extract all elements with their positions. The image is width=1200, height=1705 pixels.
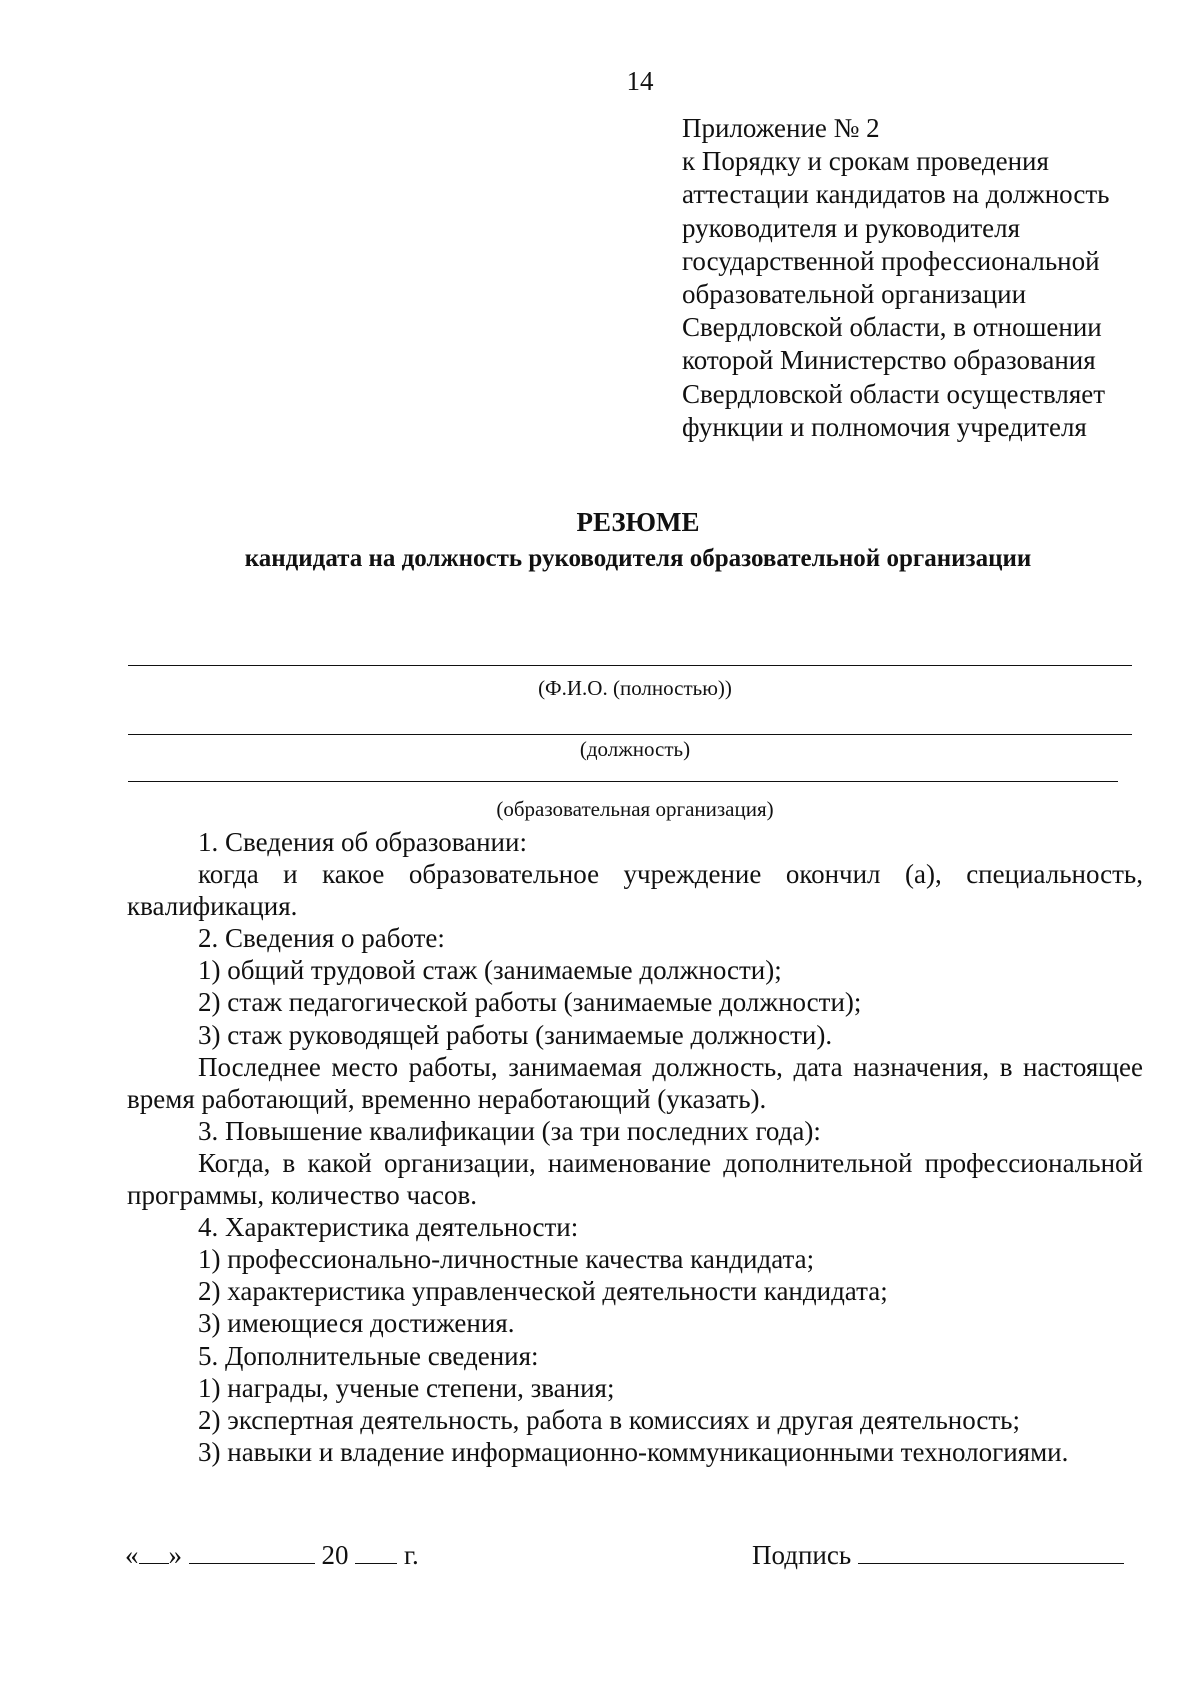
day-blank[interactable] xyxy=(139,1541,169,1564)
section-3-heading: 3. Повышение квалификации (за три последних года): xyxy=(198,1115,821,1146)
year-prefix: 20 xyxy=(321,1540,349,1570)
section-4-item: 2) характеристика управленческой деятельности кандидата; xyxy=(198,1276,888,1307)
year-suffix: г. xyxy=(404,1540,419,1570)
section-1-heading: 1. Сведения об образовании: xyxy=(198,827,527,857)
appendix-line: к Порядку и срокам проведения xyxy=(682,146,1049,177)
resume-sections xyxy=(127,826,1143,1468)
page-number: 14 xyxy=(626,66,654,96)
section-5-heading: 5. Дополнительные сведения: xyxy=(198,1340,539,1371)
date-line xyxy=(125,1540,419,1571)
fio-caption: (Ф.И.О. (полностью)) xyxy=(538,676,732,700)
appendix-line: Приложение № 2 xyxy=(682,113,880,143)
month-blank[interactable] xyxy=(189,1541,315,1564)
appendix-line: функции и полномочия учредителя xyxy=(682,411,1087,442)
section-2-item: 2) стаж педагогической работы (занимаемые должности); xyxy=(198,987,862,1018)
appendix-line: Свердловской области осуществляет xyxy=(682,378,1106,409)
appendix-line: Свердловской области, в отношении xyxy=(682,312,1102,343)
appendix-line: образовательной организации xyxy=(682,279,1027,310)
section-2-heading: 2. Сведения о работе: xyxy=(198,923,445,954)
appendix-line: которой Министерство образования xyxy=(682,345,1096,376)
section-4-heading: 4. Характеристика деятельности: xyxy=(198,1212,579,1243)
position-fill-line[interactable] xyxy=(128,734,1132,735)
signature-label: Подпись xyxy=(752,1540,852,1570)
appendix-line: руководителя и руководителя xyxy=(682,212,1021,243)
section-4-item: 1) профессионально-личностные качества кандидата; xyxy=(198,1244,815,1275)
fio-fill-line[interactable] xyxy=(128,665,1132,666)
section-5-item: 3) навыки и владение информационно-коммуникационными технологиями. xyxy=(198,1436,1069,1467)
section-3-text: Когда, в какой организации, наименование дополнительной профессиональной программы, количество часов. xyxy=(127,1147,1143,1211)
signature-blank[interactable] xyxy=(858,1541,1124,1564)
document-subtitle: кандидата на должность руководителя образовательной организации xyxy=(244,545,1032,572)
signature-line xyxy=(752,1540,1124,1571)
position-caption: (должность) xyxy=(579,737,691,761)
section-2-text: Последнее место работы, занимаемая должность, дата назначения, в настоящее время работающий, временно неработающий (указать). xyxy=(127,1051,1143,1114)
document-title: РЕЗЮМЕ xyxy=(576,507,700,537)
organization-fill-line[interactable] xyxy=(128,781,1118,782)
section-4-item: 3) имеющиеся достижения. xyxy=(198,1308,515,1339)
section-5-item: 1) награды, ученые степени, звания; xyxy=(198,1372,615,1403)
open-quote: « xyxy=(125,1540,139,1570)
section-5-item: 2) экспертная деятельность, работа в комиссиях и другая деятельность; xyxy=(198,1404,1020,1435)
section-2-item: 1) общий трудовой стаж (занимаемые должности); xyxy=(198,955,782,986)
section-2-item: 3) стаж руководящей работы (занимаемые должности). xyxy=(198,1019,833,1050)
close-quote: » xyxy=(168,1540,182,1570)
appendix-block xyxy=(682,112,1109,444)
year-blank[interactable] xyxy=(355,1541,397,1564)
appendix-line: государственной профессиональной xyxy=(682,245,1100,276)
section-1-text: когда и какое образовательное учреждение окончил (а), специальность, квалификация. xyxy=(127,859,1143,922)
appendix-line: аттестации кандидатов на должность xyxy=(682,179,1110,210)
organization-caption: (образовательная организация) xyxy=(496,797,774,821)
